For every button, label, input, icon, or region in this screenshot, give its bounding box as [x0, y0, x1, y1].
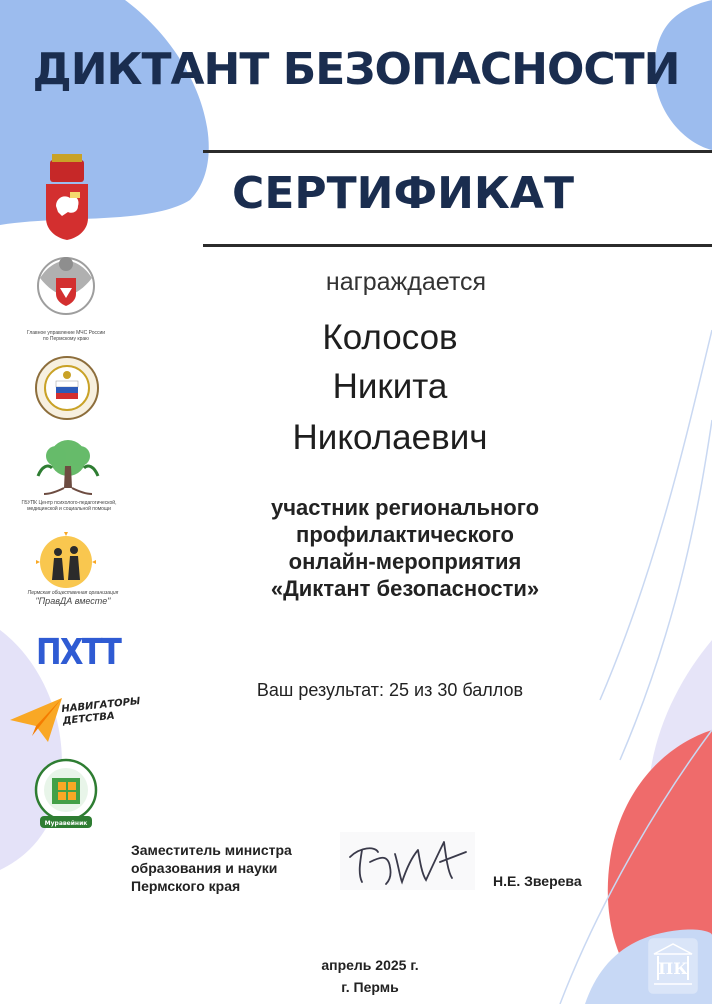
description-line: профилактического — [296, 522, 514, 547]
signatory-name: Н.Е. Зверева — [493, 873, 582, 889]
corner-badge-icon — [648, 938, 698, 994]
muraveinik-caption: Муравейник — [44, 820, 88, 827]
blue-blob-top-left — [0, 0, 209, 225]
paper-plane-icon — [8, 692, 64, 748]
handwritten-signature — [340, 832, 475, 890]
caption-line: медицинской и социальной помощи — [27, 506, 111, 512]
pravda-vmeste-logo — [32, 532, 100, 588]
recipient-first-name: Никита — [332, 367, 448, 406]
pkhtt-logo: ПХТТ — [36, 632, 121, 673]
logo-text-line: ДЕТСТВА — [62, 710, 116, 728]
date-and-city — [280, 954, 460, 998]
certificate-title: СЕРТИФИКАТ — [232, 168, 574, 219]
awarded-label: награждается — [325, 268, 487, 296]
pravda-vmeste-caption — [18, 590, 128, 606]
role-line: Пермского края — [131, 878, 241, 894]
mchs-caption — [26, 330, 106, 342]
role-line: образования и науки — [131, 860, 278, 876]
participation-description — [205, 494, 605, 602]
psychological-center-caption — [6, 500, 132, 512]
divider-bottom — [203, 244, 712, 247]
perm-coat-of-arms-logo — [42, 154, 92, 240]
caption-line: Главное управление МЧС России — [26, 330, 106, 336]
recipient-patronymic: Николаевич — [292, 418, 488, 457]
description-line: участник регионального — [270, 495, 540, 520]
caption-line: "ПравДА вместе" — [35, 596, 111, 606]
caption-line: Пермская общественная организация — [27, 590, 119, 596]
caption-line: ГБУПК Центр психолого-педагогической, — [21, 500, 117, 506]
corner-badge-text: ПК — [658, 959, 688, 978]
psychological-center-tree-logo — [32, 436, 104, 500]
caption-line: по Пермскому краю — [43, 336, 89, 342]
issue-date: апрель 2025 г. — [321, 957, 419, 973]
muraveinik-logo — [32, 758, 100, 830]
header-title: ДИКТАНТ БЕЗОПАСНОСТИ — [32, 44, 680, 95]
divider-top — [203, 150, 712, 153]
mchs-emblem-logo — [34, 248, 98, 330]
logo-text-line: НАВИГАТОРЫ — [60, 695, 141, 716]
description-line: «Диктант безопасности» — [270, 576, 540, 601]
role-line: Заместитель министра — [131, 842, 292, 858]
issue-city: г. Пермь — [341, 979, 399, 995]
recipient-surname: Колосов — [322, 318, 458, 357]
signatory-role — [131, 841, 292, 895]
civil-defense-seal-logo — [34, 355, 100, 421]
description-line: онлайн-мероприятия — [288, 549, 522, 574]
result-score: Ваш результат: 25 из 30 баллов — [256, 680, 524, 700]
